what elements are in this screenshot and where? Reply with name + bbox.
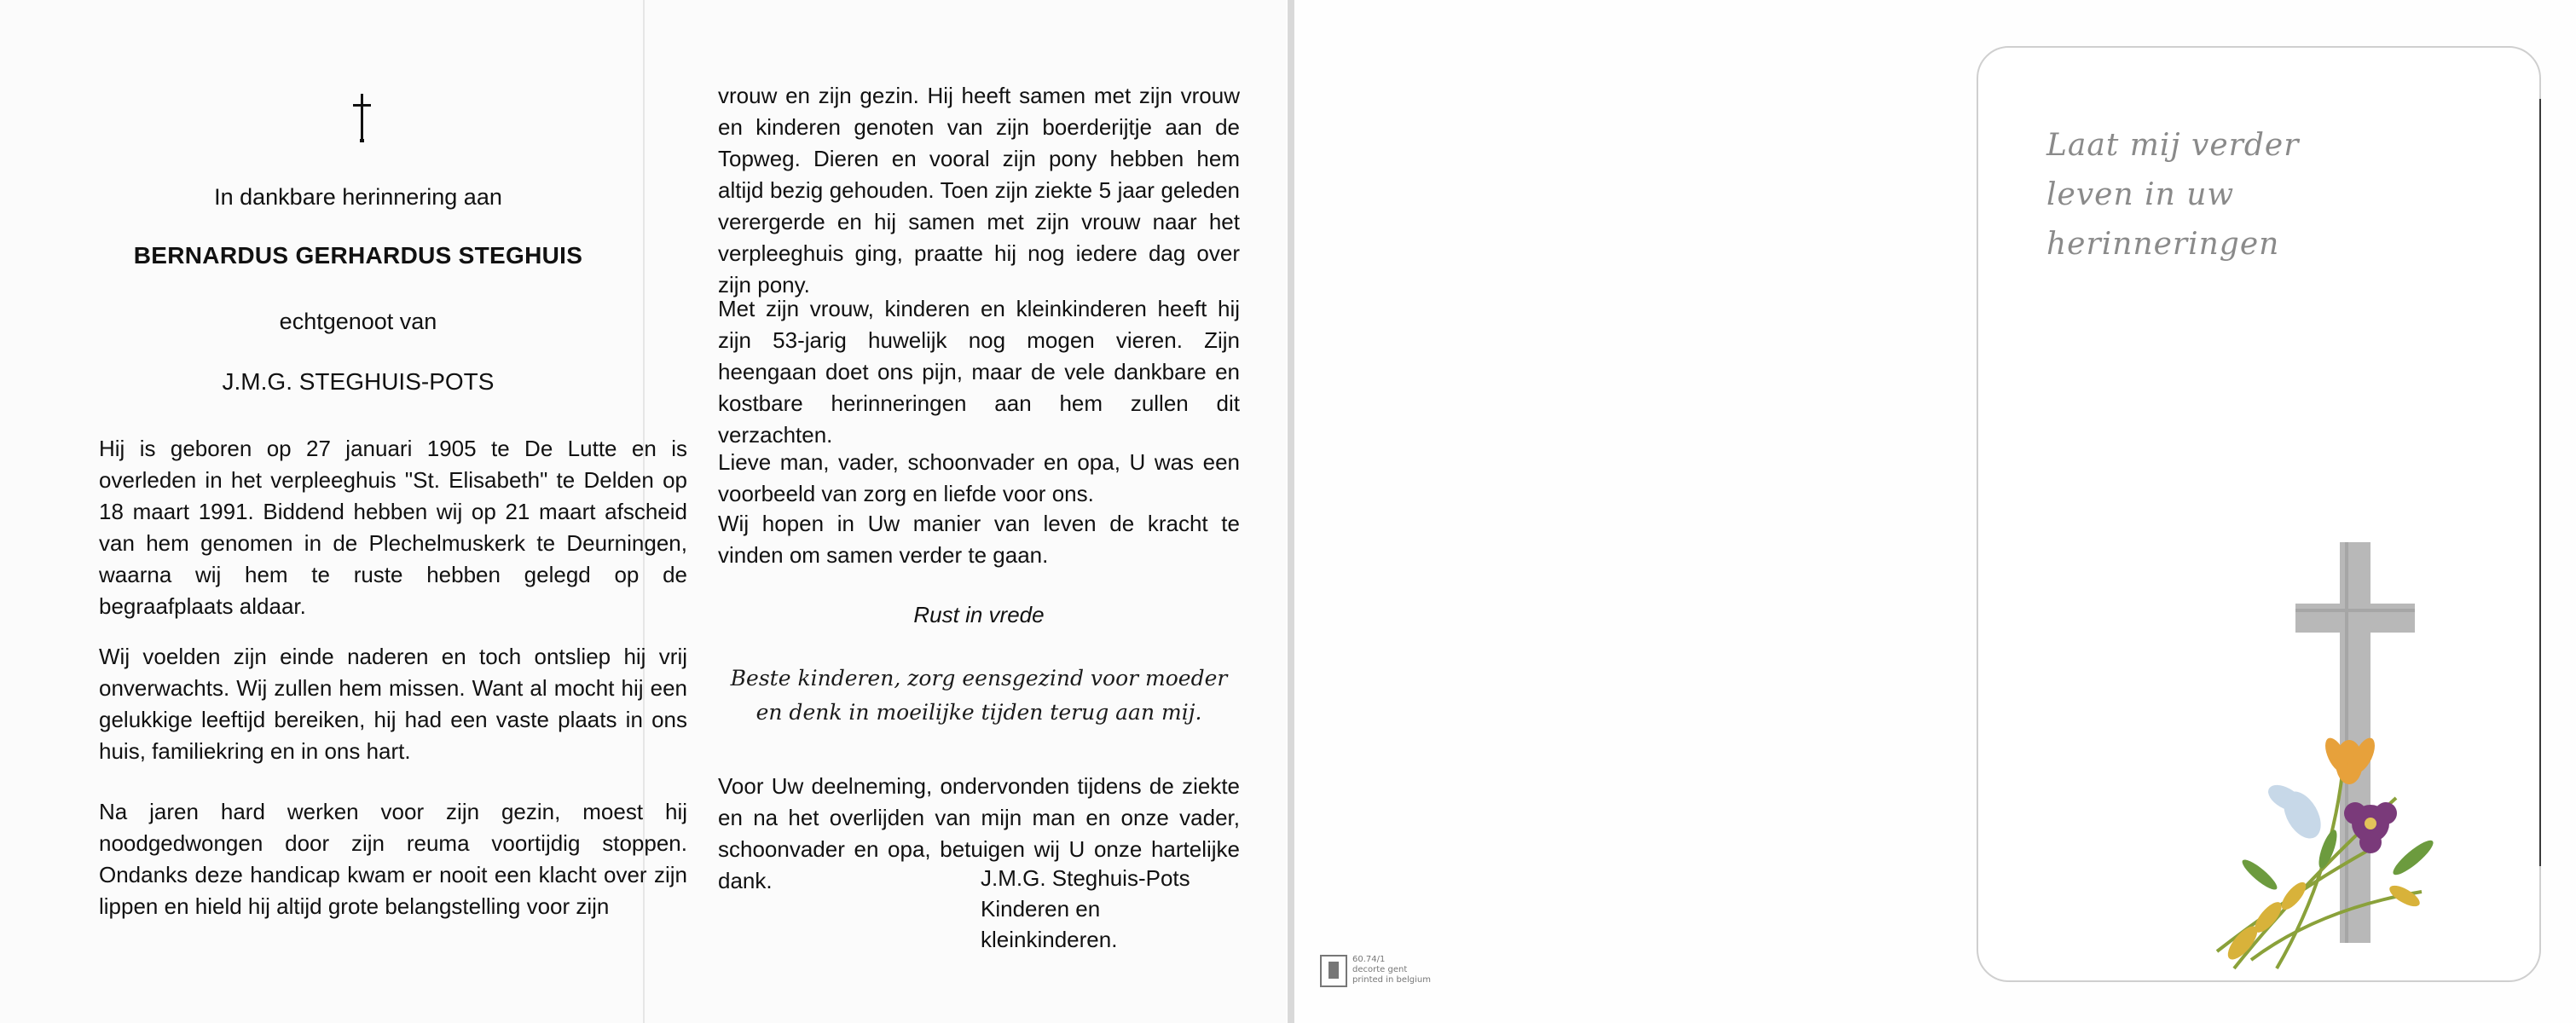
middle-paragraph-3a: Lieve man, vader, schoonvader en opa, U was een voorbeeld van zorg en liefde voor ons. xyxy=(718,449,1240,506)
middle-paragraph-1: vrouw en zijn gezin. Hij heeft samen met zijn vrouw en kinderen genoten van zijn boerderijtje aan de Topweg. Dieren en vooral zijn pony hebben hem altijd bezig gehouden. Toen zijn ziekte 5 jaar geleden verergerde en hij samen met zijn vrouw naar het verpleeghuis ging, praatte hij nog iedere dag over zijn pony. xyxy=(718,83,1240,298)
poem xyxy=(2046,121,2405,269)
printer-logo-icon xyxy=(1320,955,1347,987)
thanks-paragraph: Voor Uw deelneming, ondervonden tijdens de ziekte en na het overlijden van mijn man en onze vader, schoonvader en opa, betuigen wij U onze hartelijke dank. xyxy=(718,773,1240,893)
small-cross-icon xyxy=(350,92,375,145)
back-card xyxy=(1977,46,2541,982)
poem-line-1: Laat mij verder xyxy=(2046,128,2300,163)
middle-paragraph-3b: Wij hopen in Uw manier van leven de kracht te vinden om samen verder te gaan. xyxy=(718,511,1240,568)
middle-paragraph-2: Met zijn vrouw, kinderen en kleinkinderen heeft hij zijn 53-jarig huwelijk nog mogen vieren. Zijn heengaan doet ons pijn, maar de vele dankbare en kostbare herinneringen aan hem zullen dit verzachten. xyxy=(718,296,1240,448)
printer-code: 60.74/1 xyxy=(1352,955,1386,964)
deceased-name: BERNARDUS GERHARDUS STEGHUIS xyxy=(133,242,583,269)
signature-line-1: J.M.G. Steghuis-Pots xyxy=(981,865,1190,891)
signature-line-2: Kinderen en kleinkinderen. xyxy=(981,896,1118,952)
poem-line-2: leven in uw xyxy=(2046,177,2235,212)
printer-line-2: printed in belgium xyxy=(1352,975,1431,985)
spouse-name: J.M.G. STEGHUIS-POTS xyxy=(222,368,495,395)
biography-paragraph-2: Wij voelden zijn einde naderen en toch ontsliep hij vrij onverwachts. Wij zullen hem missen. Want al mocht hij een gelukkige leeftijd bereiken, hij had een vaste plaats in ons huis, familiekring en in ons hart. xyxy=(99,644,687,764)
spouse-prefix: echtgenoot van xyxy=(279,309,437,334)
printer-line-1: decorte gent xyxy=(1352,965,1408,974)
printer-mark xyxy=(1352,955,1431,985)
poem-line-3: herinneringen xyxy=(2046,227,2280,262)
quote-line-1: Beste kinderen, zorg eensgezind voor moeder xyxy=(730,666,1228,691)
intro-text: In dankbare herinnering aan xyxy=(214,184,502,210)
rest-in-peace: Rust in vrede xyxy=(913,602,1045,627)
quote-line-2: en denk in moeilijke tijden terug aan mij. xyxy=(755,700,1202,725)
biography-paragraph-3: Na jaren hard werken voor zijn gezin, moest hij noodgedwongen door zijn reuma voortijdig stoppen. Ondanks deze handicap kwam er nooit een klacht over zijn lippen en hield hij altijd grote belangstelling voor zijn xyxy=(99,799,687,919)
card-edge xyxy=(2539,99,2541,866)
biography-paragraph-1: Hij is geboren op 27 januari 1905 te De Lutte en is overleden in het verpleeghuis "St. Elisabeth" te Delden op 18 maart 1991. Biddend hebben wij op 21 maart afscheid van hem genomen in de Plechelmuskerk te Deurningen, waarna wij hem te ruste hebben gelegd op de begraafplaats aldaar. xyxy=(99,436,687,619)
page-gap xyxy=(1288,0,1294,1023)
flower-bouquet-icon xyxy=(2200,696,2481,977)
